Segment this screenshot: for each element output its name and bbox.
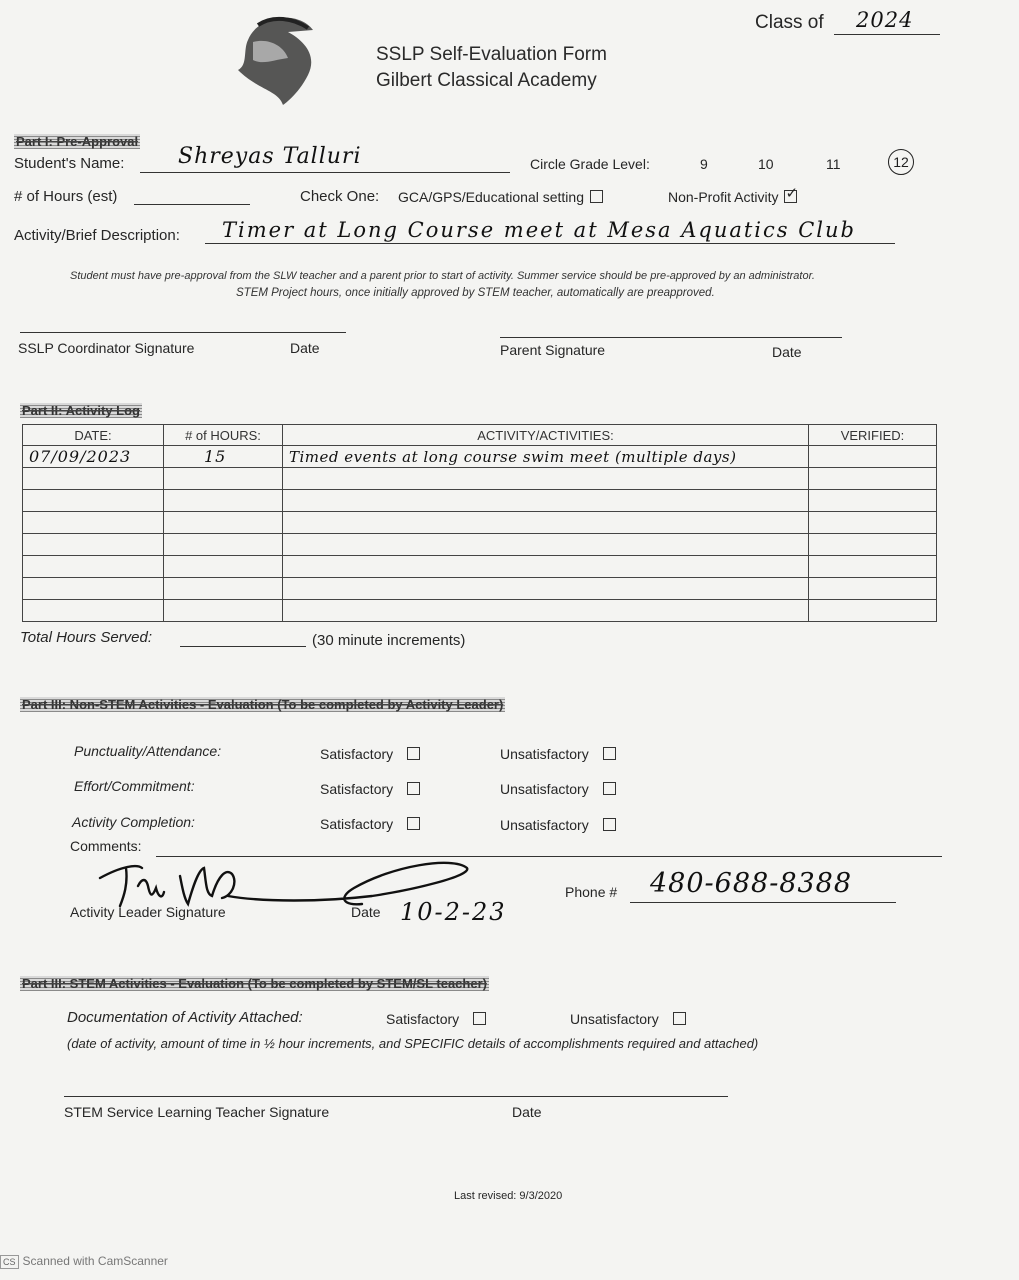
table-row — [23, 600, 937, 622]
phone-label: Phone # — [565, 884, 618, 900]
completion-sat-checkbox[interactable] — [407, 817, 420, 830]
table-row — [23, 556, 937, 578]
col-hours: # of HOURS: — [164, 425, 283, 446]
total-hours-label: Total Hours Served: — [20, 629, 153, 646]
row-hours[interactable]: 15 — [164, 446, 283, 468]
grade-10[interactable]: 10 — [758, 156, 774, 172]
student-name-value: Shreyas Talluri — [178, 144, 362, 169]
camscanner-watermark — [0, 1254, 168, 1269]
table-row — [23, 490, 937, 512]
punctuality-sat-label: Satisfactory — [320, 746, 394, 762]
part4-heading: Part III: STEM Activities - Evaluation (To be completed by STEM/SL teacher) — [22, 976, 487, 991]
effort-sat-label: Satisfactory — [320, 781, 394, 797]
row-activity[interactable] — [283, 556, 809, 578]
class-of-label: Class of — [755, 12, 824, 33]
completion-sat-label: Satisfactory — [320, 816, 394, 832]
part2-heading: Part II: Activity Log — [22, 403, 140, 418]
option-gca-checkbox[interactable] — [590, 190, 603, 203]
effort-sat-checkbox[interactable] — [407, 782, 420, 795]
row-date[interactable] — [23, 534, 164, 556]
row-verified[interactable] — [809, 600, 937, 622]
phone-line[interactable] — [630, 902, 896, 903]
effort-unsat-checkbox[interactable] — [603, 782, 616, 795]
punctuality-sat-checkbox[interactable] — [407, 747, 420, 760]
row-verified[interactable] — [809, 578, 937, 600]
row-activity[interactable]: Timed events at long course swim meet (multiple days) — [283, 446, 809, 468]
row-verified[interactable] — [809, 468, 937, 490]
row-hours[interactable] — [164, 512, 283, 534]
row-activity[interactable] — [283, 490, 809, 512]
coordinator-date-label: Date — [290, 340, 320, 356]
check-one-label: Check One: — [300, 188, 380, 205]
table-row — [23, 578, 937, 600]
coordinator-sig-label: SSLP Coordinator Signature — [18, 340, 195, 356]
documentation-note: (date of activity, amount of time in ½ hour increments, and SPECIFIC details of accomplishments required and attached) — [67, 1036, 759, 1051]
row-date[interactable] — [23, 468, 164, 490]
doc-unsat-checkbox[interactable] — [673, 1012, 686, 1025]
col-verified: VERIFIED: — [809, 425, 937, 446]
row-date[interactable] — [23, 600, 164, 622]
camscanner-text: Scanned with CamScanner — [22, 1254, 168, 1268]
option-nonprofit-label: Non-Profit Activity — [668, 189, 779, 205]
log-header-row — [23, 425, 937, 446]
leader-sig-label: Activity Leader Signature — [70, 904, 226, 920]
row-date[interactable] — [23, 578, 164, 600]
punctuality-unsat-checkbox[interactable] — [603, 747, 616, 760]
row-verified[interactable] — [809, 556, 937, 578]
col-activity: ACTIVITY/ACTIVITIES: — [283, 425, 809, 446]
criterion-punctuality: Punctuality/Attendance: — [74, 743, 222, 759]
doc-sat-checkbox[interactable] — [473, 1012, 486, 1025]
documentation-label: Documentation of Activity Attached: — [67, 1009, 303, 1026]
activity-desc-value: Timer at Long Course meet at Mesa Aquatics Club — [222, 218, 856, 242]
pre-approval-note-2: STEM Project hours, once initially approved by STEM teacher, automatically are preapproved. — [236, 287, 715, 299]
activity-desc-line[interactable] — [205, 243, 895, 244]
spartan-helmet-logo — [228, 10, 328, 108]
leader-date-value: 10-2-23 — [400, 898, 507, 926]
hours-est-label: # of Hours (est) — [14, 188, 118, 205]
form-title — [376, 42, 607, 94]
row-hours[interactable] — [164, 468, 283, 490]
student-name-line — [140, 172, 510, 173]
grade-11[interactable]: 11 — [826, 156, 841, 172]
table-row — [23, 446, 937, 468]
row-verified[interactable] — [809, 490, 937, 512]
row-hours[interactable] — [164, 556, 283, 578]
teacher-date-label: Date — [512, 1104, 542, 1120]
row-hours[interactable] — [164, 578, 283, 600]
leader-date-label: Date — [351, 904, 381, 920]
last-revised: Last revised: 9/3/2020 — [454, 1190, 563, 1202]
row-verified[interactable] — [809, 534, 937, 556]
coordinator-sig-line[interactable] — [20, 332, 346, 333]
punctuality-unsat-label: Unsatisfactory — [500, 746, 589, 762]
table-row — [23, 468, 937, 490]
doc-unsat-label: Unsatisfactory — [570, 1011, 659, 1027]
option-gca-label: GCA/GPS/Educational setting — [398, 189, 584, 205]
row-date[interactable] — [23, 490, 164, 512]
activity-desc-label: Activity/Brief Description: — [14, 227, 180, 244]
pre-approval-note-1: Student must have pre-approval from the SLW teacher and a parent prior to start of activity. Summer service should be pre-approved by an administrator. — [70, 270, 815, 282]
row-verified[interactable] — [809, 512, 937, 534]
row-hours[interactable] — [164, 534, 283, 556]
row-activity[interactable] — [283, 578, 809, 600]
parent-sig-line[interactable] — [500, 337, 842, 338]
row-activity[interactable] — [283, 600, 809, 622]
effort-unsat-label: Unsatisfactory — [500, 781, 589, 797]
grade-label: Circle Grade Level: — [530, 156, 650, 172]
title-line-1: SSLP Self-Evaluation Form — [376, 44, 607, 65]
row-verified[interactable] — [809, 446, 937, 468]
parent-date-label: Date — [772, 344, 802, 360]
doc-sat-label: Satisfactory — [386, 1011, 460, 1027]
row-hours[interactable] — [164, 490, 283, 512]
completion-unsat-label: Unsatisfactory — [500, 817, 589, 833]
part3-heading: Part III: Non-STEM Activities - Evaluation (To be completed by Activity Leader) — [22, 697, 504, 712]
row-activity[interactable] — [283, 534, 809, 556]
increments-label: (30 minute increments) — [312, 632, 466, 649]
part1-heading: Part I: Pre-Approval — [16, 134, 139, 149]
comments-label: Comments: — [70, 838, 142, 854]
title-line-2: Gilbert Classical Academy — [376, 70, 597, 91]
row-date[interactable] — [23, 512, 164, 534]
parent-sig-label: Parent Signature — [500, 342, 606, 358]
teacher-sig-line[interactable] — [64, 1096, 728, 1097]
criterion-completion: Activity Completion: — [72, 814, 195, 830]
criterion-effort: Effort/Commitment: — [74, 778, 195, 794]
total-hours-line[interactable] — [180, 646, 306, 647]
table-row — [23, 512, 937, 534]
completion-unsat-checkbox[interactable] — [603, 818, 616, 831]
checkmark-icon: ✓ — [785, 185, 799, 202]
row-activity[interactable] — [283, 512, 809, 534]
row-date[interactable] — [23, 556, 164, 578]
row-activity[interactable] — [283, 468, 809, 490]
row-hours[interactable] — [164, 600, 283, 622]
camscanner-logo-icon: CS — [0, 1255, 19, 1269]
table-row — [23, 534, 937, 556]
grade-12-circled[interactable]: 12 — [888, 149, 914, 175]
hours-est-line[interactable] — [134, 204, 250, 205]
option-nonprofit-checkbox[interactable] — [784, 185, 799, 203]
grade-9[interactable]: 9 — [700, 156, 708, 172]
class-of-line — [834, 34, 940, 35]
class-of-value: 2024 — [856, 8, 914, 32]
student-name-label: Student's Name: — [14, 155, 125, 172]
phone-value: 480-688-8388 — [650, 868, 853, 899]
col-date: DATE: — [23, 425, 164, 446]
teacher-sig-label: STEM Service Learning Teacher Signature — [64, 1104, 330, 1120]
activity-log-table — [22, 424, 937, 622]
row-date[interactable]: 07/09/2023 — [23, 446, 164, 468]
